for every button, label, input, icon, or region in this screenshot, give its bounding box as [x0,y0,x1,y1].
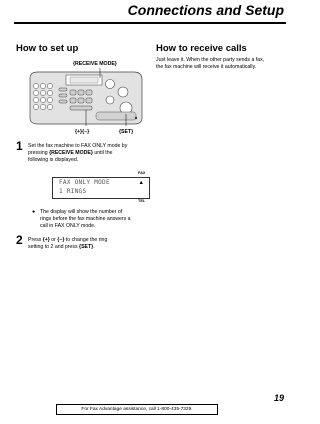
page-header-title: Connections and Setup [127,2,284,18]
lcd-tag-fax: FAX [138,171,146,175]
bullet-line-2: rings before the fax machine answers a [40,216,131,222]
callout-plus-minus: {+}{−} [75,129,90,135]
step-1-line-2: pressing {RECEIVE MODE} until the [28,150,113,156]
lcd-display [52,177,150,199]
step-1-text [28,143,148,164]
callout-receive-mode: {RECEIVE MODE} [73,61,117,67]
lcd-line-1: FAX ONLY MODE [59,179,110,186]
receive-calls-line-1: Just leave it. When the other party sends a fax, [156,57,265,63]
header-rule [14,22,286,24]
step-2-line-2: setting to 2 and press {SET}. [28,244,95,250]
bullet-text [40,209,150,230]
step-2-text [28,237,148,251]
step-1-number: 1 [16,139,23,153]
fax-machine-illustration [26,68,146,126]
bullet-line-3: call in FAX ONLY mode. [40,223,96,229]
bullet-line-1: The display will show the number of [40,209,123,215]
callout-set: {SET} [119,129,134,135]
receive-calls-line-2: the fax machine will receive it automatically. [156,64,257,70]
step-1-line-3: following is displayed. [28,157,79,163]
step-2-number: 2 [16,233,23,247]
footer-assistance: For Fax Advantage assistance, call 1-800-435-7329. [56,404,218,415]
lcd-line-2: 1 RINGS [59,188,87,195]
key-receive-mode: {RECEIVE MODE} [49,150,93,156]
page-number: 19 [273,393,284,403]
step-1-line-1: Set the fax machine to FAX ONLY mode by [28,143,128,149]
section-heading-receive-calls: How to receive calls [156,43,247,54]
bullet-icon: ● [32,209,36,215]
section-heading-set-up: How to set up [16,43,79,54]
arrow-up-icon: ▲ [138,180,144,186]
key-set: {SET} [79,244,94,250]
receive-calls-text [156,57,286,71]
step-2-line-1: Press {+} or {−} to change the ring [28,237,108,243]
key-minus: {−} [57,237,65,243]
key-plus: {+} [42,237,50,243]
lcd-tag-tel: TEL [138,199,146,203]
